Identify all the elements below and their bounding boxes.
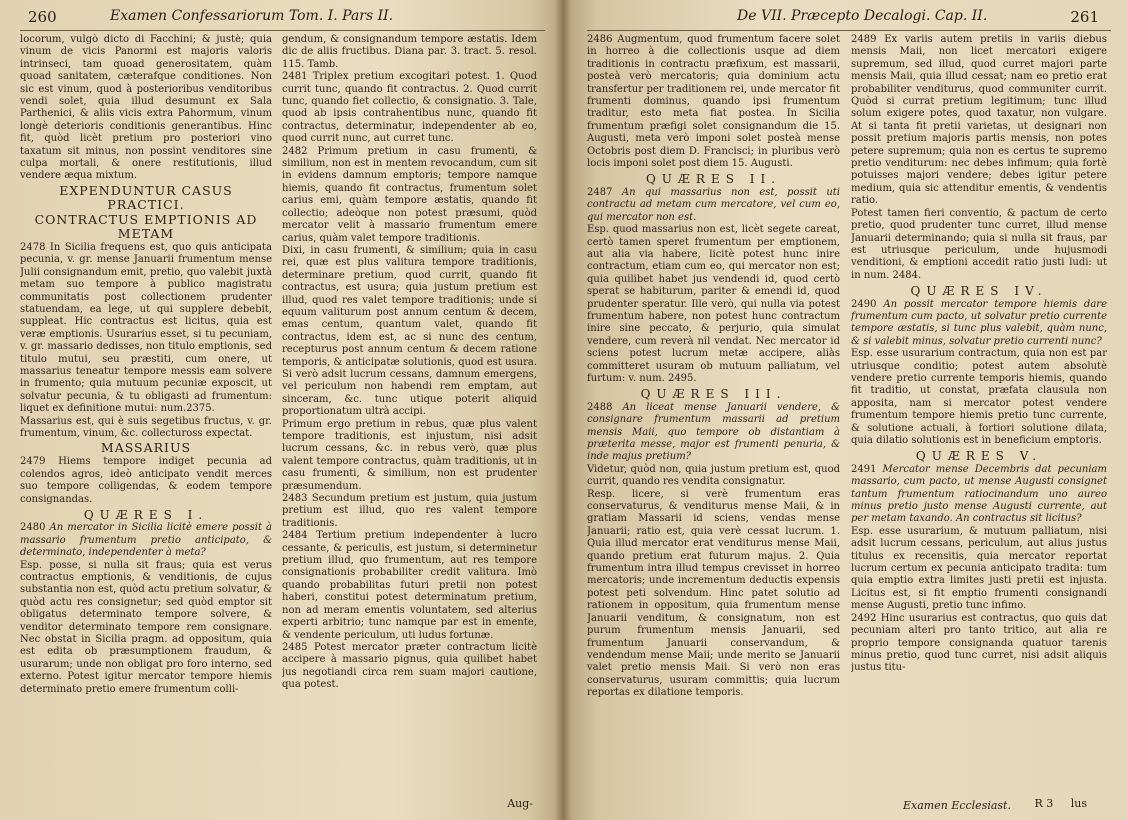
paragraph <box>851 348 1107 447</box>
paragraph-number: 2489 <box>851 34 877 45</box>
quaeres-heading: QUÆRES I. <box>83 508 209 522</box>
paragraph-number: 2482 <box>282 145 308 157</box>
right-running-head: De VII. Præcepto Decalogi. Cap. II. <box>737 8 988 24</box>
paragraph <box>20 456 272 506</box>
body-text: Tertium pretium independenter à lucro cessante, & periculis, est justum, si determinetur pretium illud, quo frumentum, aut res tempore consignationis probabiliter credit valitura. Imò quando probabilitas futuri pretii non potest haberi, constitui potest determinatum pretium, non ad meram ementis voluntatem, sed alterius experti arbitrio; tunc namque par est in emente, & vendente periculum, uti ludus fortunæ. <box>282 530 537 641</box>
signature-mark: R 3 <box>1034 797 1054 810</box>
question-text: An mercator in Sicilia licitè emere possit à massario frumentum pretio anticipato, & determinato, independenter à meta? <box>20 522 272 559</box>
paragraph <box>20 34 272 183</box>
body-text: Massarius est, qui è suis segetibus fructus, v. gr. frumentum, vinum, &c. collectuross expectat. <box>20 415 272 439</box>
right-column-1 <box>587 34 840 814</box>
left-running-head: Examen Confessariorum Tom. I. Pars II. <box>110 8 394 24</box>
paragraph <box>587 187 840 224</box>
section-heading: EXPENDUNTUR CASUS PRACTICI. <box>59 182 233 212</box>
left-running-header <box>20 6 545 31</box>
section-heading: CONTRACTUS EMPTIONIS AD METAM <box>34 211 258 241</box>
body-text: Hiems tempore indiget pecunia ad colendos agros, ideò anticipato vendit merces suo tempore colligendas, & eodem tempore consignandas. <box>20 456 272 505</box>
right-column-2 <box>851 34 1107 814</box>
paragraph-number: 2484 <box>282 530 308 542</box>
paragraph-number: 2490 <box>851 298 877 310</box>
paragraph <box>282 419 537 493</box>
paragraph <box>282 71 537 145</box>
paragraph-number: 2481 <box>282 71 308 83</box>
paragraph <box>20 416 272 441</box>
paragraph <box>282 34 537 71</box>
body-text: locorum, vulgò dicto di Facchini; & justè; quia vinum de vicis Panormi est majoris valoris intrinseci, tam quoad generositatem, quàm quoad sanitatem, cæterafque conditiones. Non sic est vinum, quod à posterioribus venditoribus vendi solet, quia illud desumunt ex Sala Parthenici, & aliis vicis extra Pahormum, vinum longè deterioris conditionis generantibus. Hinc fit, quòd licèt pretium pro posteriori vino taxatum sit minus, non possint venditores sine culpa mortali, & onere restitutionis, illud vendere æqua mixtum. <box>20 34 272 182</box>
paragraph <box>282 146 537 245</box>
paragraph <box>20 242 272 416</box>
quaeres-heading: QUÆRES II. <box>645 172 782 187</box>
question-text: An liceat mense Januarii vendere, & consignare frumentum massarii ad pretium mensis Maii, quo tempore ob distantiam à præterita messe, major est frumenti penuria, & inde majus pretium? <box>587 401 840 463</box>
question-text: Mercator mense Decembris dat pecuniam massario, cum pacto, ut mense Augusti consignet tantum frumentum ratiocinandum uno aureo minus pretio justo mense Augusti currente, aut per metam taxando. An contractus sit licitus? <box>851 463 1107 525</box>
paragraph <box>587 402 840 464</box>
left-column-2 <box>282 34 537 814</box>
body-text: Primum pretium in casu frumenti, & similium, non est in mentem revocandum, cum sit in evidens damnum emptoris; tempore namque hiemis, quando fit contractus, frumentum solet carius emi, quàm tempore æstatis, quando fit collectio; adeòque non potest præsumi, quòd mercator velit à massario frumentum emere carius, quàm valet tempore traditionis. <box>282 145 537 244</box>
paragraph <box>20 560 272 696</box>
body-text: In Sicilia frequens est, quo quis anticipata pecunia, v. gr. mense Januarii frumentum mense Julii consignandum emit, pretio, quo valebit juxtà metam suo tempore à publico magistratu communitatis post collectionem prudenter statuendam, ea lege, ut qui supplere debebit, suppleat. Hic contractus est licitus, quia est veræ emptionis. Usurarius esset, si tu pecuniam, v. gr. massario dedisses, non titulo emptionis, sed titulo mutui, seu præstiti, cum onere, ut massarius teneatur tempore messis eam solvere in frumento; quia mutuum pecuniæ exposcit, ut solvatur pecunia, & tu obligasti ad frumentum: liquet ex definitione mutui: num.2375. <box>20 241 272 415</box>
paragraph-number: 2491 <box>851 463 877 475</box>
body-text: Hinc usurarius est contractus, quo quis dat pecuniam alteri pro tanto tritico, aut alia re proprio tempore consignanda quatuor tarenis minus pretio, quod tunc curret, nisi adsit aliquis justus titu- <box>851 612 1107 674</box>
body-text: Esp. esse usurarium, & mutuum palliatum, nisi adsit lucrum cessans, periculum, aut alius justus titulus ex recensitis, quia mercator reportat lucrum certum ex pecunia anticipato tradita: tum quia emptio extra limites justi pretii est injusta. Licitus est, si fit emptio frumenti consignandi mense Augusti, pretio tunc infimo. <box>851 525 1107 612</box>
paragraph-number: 2478 <box>20 241 46 253</box>
right-page-number: 261 <box>1070 8 1099 26</box>
body-text: Primum ergo pretium in rebus, quæ plus valent tempore traditionis, est injustum, nisi adsit lucrum cessans, &c. in rebus verò, quæ plus valent tempore contractus, quàm traditionis, ut in casu frumenti, & similium, non est prudenter præsumendum. <box>282 418 537 492</box>
paragraph <box>851 613 1107 675</box>
body-text: Resp. licere, si verè frumentum eras conservaturus, & venditurus mense Maii, & in gratiam Massarii id sciens, vendas mense Januarii; ratio est, quia verè cessat lucrum. 1. Quia illud mercator erat venditurus mense Maii, quando pretium erat futurum majus. 2. Quia frumentum intra illud tempus crevisset in horreo mercatoris; unde incrementum deductis expensis potest peti solvendum. Hinc patet solutio ad rationem in oppositum, quia frumentum mense Januarii venditum, & consignatum, non est purum frumentum mensis Januarii, sed frumentum Januarii conservandum, & vendendum mense Maii; unde merito se Januarii valet pretio mensis Maii. Si verò non eras conservaturus, usuram committis; quia lucrum reportas ex dilatione temporis. <box>587 488 840 699</box>
paragraph-number: 2479 <box>20 456 46 468</box>
paragraph <box>20 522 272 559</box>
body-text: Triplex pretium excogitari potest. 1. Quod currit tunc, quando fit contractus. 2. Quod currit tunc, quando fiet collectio, & consignatio. 3. Tale, quod ab ipsis contrahentibus nunc, quando fit contractus, determinatur, independenter ab eo, quod currit nunc, aut curret tunc. <box>282 71 537 145</box>
paragraph <box>282 642 537 692</box>
right-page <box>563 0 1127 820</box>
book-gutter <box>555 0 571 820</box>
body-text: Dixi, in casu frumenti, & similium; quia in casu rei, quæ est plus valitura tempore traditionis, determinare pretium, quod currit, quando fit contractus, est usura; quia justum pretium est illud, quod res valet tempore traditionis; unde si equum valiturum post annum centum & decem, emas centum, quantum valet, quando fit contractus, idem est, ac si nunc des centum, recepturus post annum centum & decem ratione temporis, & anticipatæ solutionis, quod est usura. Si verò adsit lucrum cessans, damnum emergens, vel periculum non habendi rem emptam, aut sinceram, &c. tunc utique poterit aliquid proportionatum ultrà accipi. <box>282 244 537 418</box>
body-text: Augmentum, quod frumentum facere solet in horreo à die collectionis usque ad diem traditionis in contractu præfixum, est massarii, posteà verò mercatoris; quia dominium actu transfertur per traditionem rei, unde mercator fit frumenti dominus, quando ipsi frumentum traditur, esto meta fiat postea. In Sicilia frumentum præfigi solet consignandum die 15. Augusti, meta verò imponi solet posteà mense Octobris post diem D. Francisci; in pluribus verò locis imponi solet post diem 15. Augusti. <box>587 34 840 170</box>
body-text: Potest tamen fieri conventio, & pactum de certo pretio, quod prudenter tunc curret, illud mense Januarii determinando; quia si nulla sit fraus, par est utriusque periculum, unde hujusmodi venditioni, & emptioni accedit ratio justi ludi: ut in num. 2484. <box>851 207 1107 281</box>
body-text: Videtur, quòd non, quia justum pretium est, quod currit, quando res vendita consignatur. <box>587 463 840 488</box>
body-text: Potest mercator præter contractum licitè accipere à massario pignus, quia quilibet habet jus negotiandi circa rem suam majori cautione, qua potest. <box>282 641 537 691</box>
quaeres-heading: QUÆRES V. <box>915 449 1043 464</box>
body-text: Ex variis autem pretiis in variis diebus mensis Maii, non licet mercatori exigere supremum, sed illud, quod curret majori parte mensis Maii, quia illud cessat; nam eo pretio erat probabiliter venditurus, quod communiter currit. Quòd si currat pretium legitimum; tunc illud solum exigere potes, quod taxatur, non vulgare. At si tanta fit pretii varietas, ut designari non possit pretium majoris partis mensis, non potes petere supremum; quia non es certus te supremo pretio venditurum: nec debes infimum; quia fortè potuisses majori vendere; debes igitur petere medium, quia sic attenditur ementis, & vendentis ratio. <box>851 34 1107 207</box>
left-column-1 <box>20 34 272 814</box>
body-text: Esp. esse usurarium contractum, quia non est par utriusque conditio; potest autem absolutè vendere pretio currente temporis hiemis, quando fit traditio, ut constat, præfata clausula non apposita, nam si mercator potest vendere frumentum tempore hiemis pretio tunc currente, & solutione actuali, à fortiori solutione dilata, quia dilatio solutionis est in beneficium emptoris. <box>851 348 1107 446</box>
section-heading: MASSARIUS <box>100 440 192 456</box>
body-text: Secundum pretium est justum, quia justum pretium est illud, quo res valent tempore traditionis. <box>282 493 537 529</box>
left-page <box>0 0 563 820</box>
paragraph-number: 2480 <box>20 522 46 534</box>
paragraph-number: 2492 <box>851 612 877 624</box>
paragraph <box>282 493 537 530</box>
paragraph <box>587 224 840 385</box>
paragraph-number: 2487 <box>587 186 613 198</box>
paragraph-number: 2488 <box>587 401 613 413</box>
paragraph-number: 2486 <box>587 34 613 45</box>
paragraph <box>851 299 1107 349</box>
paragraph <box>851 464 1107 526</box>
paragraph <box>282 530 537 642</box>
right-signature-catchword <box>1034 797 1087 810</box>
paragraph <box>587 489 840 700</box>
paragraph-number: 2483 <box>282 493 308 505</box>
quaeres-heading: QUÆRES IV. <box>910 284 1048 299</box>
body-text: Esp. posse, si nulla sit fraus; quia est verus contractus emptionis, & venditionis, de cujus substantia non est, quòd actu pretium solvatur, & quòd actu res consignetur; sed quòd emptor sit obligatus determinato tempore solvere, & venditor determinato tempore rem consignare. Nec obstat in Sicilia pragm. ad oppositum, quia est edita ob præsumptionem fraudum, & usurarum; unde non obligat pro foro interno, sed externo. Potest igitur mercator tempore hiemis determinato pretio emere frumentum colli- <box>20 559 272 695</box>
right-running-header <box>587 6 1111 31</box>
left-page-number: 260 <box>28 8 57 26</box>
question-text: An qui massarius non est, possit uti contractu ad metam cum mercatore, vel cum eo, qui mercator non est. <box>587 186 840 223</box>
body-text: gendum, & consignandum tempore æstatis. Idem dic de aliis fructibus. Diana par. 3. tract. 5. resol. 115. Tamb. <box>282 34 537 70</box>
paragraph-number: 2485 <box>282 641 308 653</box>
question-text: An possit mercator tempore hiemis dare frumentum cum pacto, ut solvatur pretio currente tempore æstatis, si tunc plus valebit, quàm nunc, & si valebit minus, solvatur pretio currenti nunc? <box>851 298 1107 347</box>
right-footer: Examen Ecclesiast. <box>903 799 1011 812</box>
paragraph <box>587 34 840 170</box>
paragraph <box>851 208 1107 282</box>
quaeres-heading: QUÆRES III. <box>640 387 787 402</box>
left-catchword: Aug- <box>507 797 533 810</box>
paragraph <box>587 464 840 489</box>
paragraph <box>282 245 537 419</box>
body-text: Esp. quod massarius non est, licèt segete careat, certò tamen speret frumentum per emptionem, aut alia via habere, licitè potest hunc inire contractum, etiam cum eo, qui mercator non est; quia quilibet habet jus vendendi id, quod certò sperat se habiturum, pariter & emendi id, quod prudenter speratur. Ille verò, qui nulla via potest frumentum habere, non potest hunc contractum inire sine peccato, & perjurio, quia simulat vendere, cum reverà nil vendat. Nec mercator id sciens potest lucrum metæ accipere, aliàs committeret usuram ob mutuum palliatum, vel furtum: v. num. 2495. <box>587 224 840 384</box>
paragraph <box>851 34 1107 208</box>
paragraph <box>851 526 1107 613</box>
right-catchword: lus <box>1070 797 1087 810</box>
